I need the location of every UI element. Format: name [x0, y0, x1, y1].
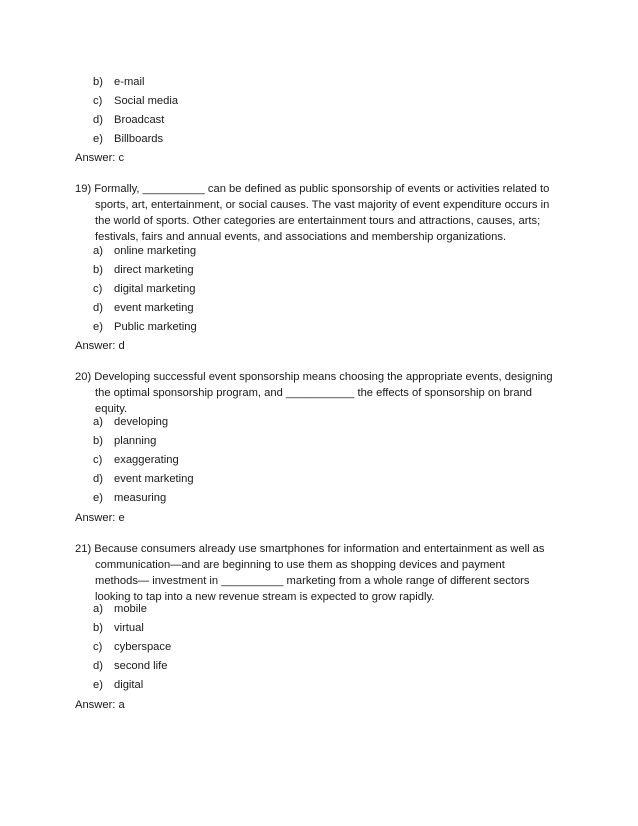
option-text: event marketing	[114, 302, 194, 314]
q21-option-c	[93, 641, 171, 653]
option-text: exaggerating	[114, 454, 179, 466]
option-letter: a)	[93, 416, 103, 428]
option-text: digital	[114, 679, 144, 691]
q19-option-a	[93, 245, 196, 257]
option-letter: b)	[93, 76, 103, 88]
option-text: Public marketing	[114, 321, 197, 333]
q19-answer: Answer: d	[75, 340, 125, 352]
q19-option-d	[93, 302, 194, 314]
option-letter: c)	[93, 641, 103, 653]
q20-answer: Answer: e	[75, 512, 125, 524]
question-line: equity.	[95, 403, 128, 415]
option-letter: e)	[93, 321, 103, 333]
option-letter: b)	[93, 622, 103, 634]
question-line: 21) Because consumers already use smartphones for information and entertainment as well as	[75, 543, 545, 555]
question-line: festivals, fairs and annual events, and associations and membership organizations.	[95, 231, 507, 243]
prev-option-e	[93, 133, 163, 145]
question-line: 20) Developing successful event sponsorship means choosing the appropriate events, designing	[75, 371, 553, 383]
option-text: e-mail	[114, 76, 145, 88]
question-line: communication—and are beginning to use them as shopping devices and payment	[95, 559, 505, 571]
option-text: planning	[114, 435, 157, 447]
option-letter: d)	[93, 114, 103, 126]
option-letter: d)	[93, 302, 103, 314]
q20-option-a	[93, 416, 168, 428]
option-text: Broadcast	[114, 114, 165, 126]
option-letter: b)	[93, 435, 103, 447]
option-text: event marketing	[114, 473, 194, 485]
q20-option-b	[93, 435, 156, 447]
prev-option-c	[93, 95, 178, 107]
option-text: cyberspace	[114, 641, 172, 653]
option-letter: c)	[93, 283, 103, 295]
q20-option-c	[93, 454, 179, 466]
question-line: looking to tap into a new revenue stream is expected to grow rapidly.	[95, 591, 435, 603]
option-letter: a)	[93, 603, 103, 615]
option-text: mobile	[114, 603, 147, 615]
option-text: online marketing	[114, 245, 197, 257]
option-letter: e)	[93, 492, 103, 504]
option-text: direct marketing	[114, 264, 194, 276]
q21-option-b	[93, 622, 144, 634]
q21-answer: Answer: a	[75, 699, 125, 711]
option-letter: d)	[93, 473, 103, 485]
question-line: sports, art, entertainment, or social causes. The vast majority of event expenditure occurs in	[95, 199, 550, 211]
q21-option-d	[93, 660, 168, 672]
option-text: measuring	[114, 492, 167, 504]
option-text: virtual	[114, 622, 144, 634]
option-letter: e)	[93, 679, 103, 691]
option-letter: c)	[93, 95, 103, 107]
question-line: the optimal sponsorship program, and ___________ the effects of sponsorship on brand	[95, 387, 533, 399]
prev-option-b	[93, 76, 144, 88]
q20-option-e	[93, 492, 166, 504]
option-text: Billboards	[114, 133, 164, 145]
q21-option-a	[93, 603, 147, 615]
q19-option-b	[93, 264, 194, 276]
question-line: 19) Formally, __________ can be defined as public sponsorship of events or activities related to	[75, 183, 550, 195]
option-text: digital marketing	[114, 283, 196, 295]
question-line: the world of sports. Other categories are entertainment tours and attractions, causes, arts;	[95, 215, 541, 227]
q19-option-c	[93, 283, 195, 295]
option-letter: b)	[93, 264, 103, 276]
question-line: methods— investment in __________ marketing from a whole range of different sectors	[95, 575, 530, 587]
option-text: Social media	[114, 95, 179, 107]
option-text: second life	[114, 660, 168, 672]
q21-option-e	[93, 679, 143, 691]
option-letter: d)	[93, 660, 103, 672]
prev-option-d	[93, 114, 164, 126]
option-letter: e)	[93, 133, 103, 145]
option-letter: a)	[93, 245, 103, 257]
q19-option-e	[93, 321, 197, 333]
option-text: developing	[114, 416, 169, 428]
q20-option-d	[93, 473, 194, 485]
option-letter: c)	[93, 454, 103, 466]
prev-answer: Answer: c	[75, 152, 125, 164]
